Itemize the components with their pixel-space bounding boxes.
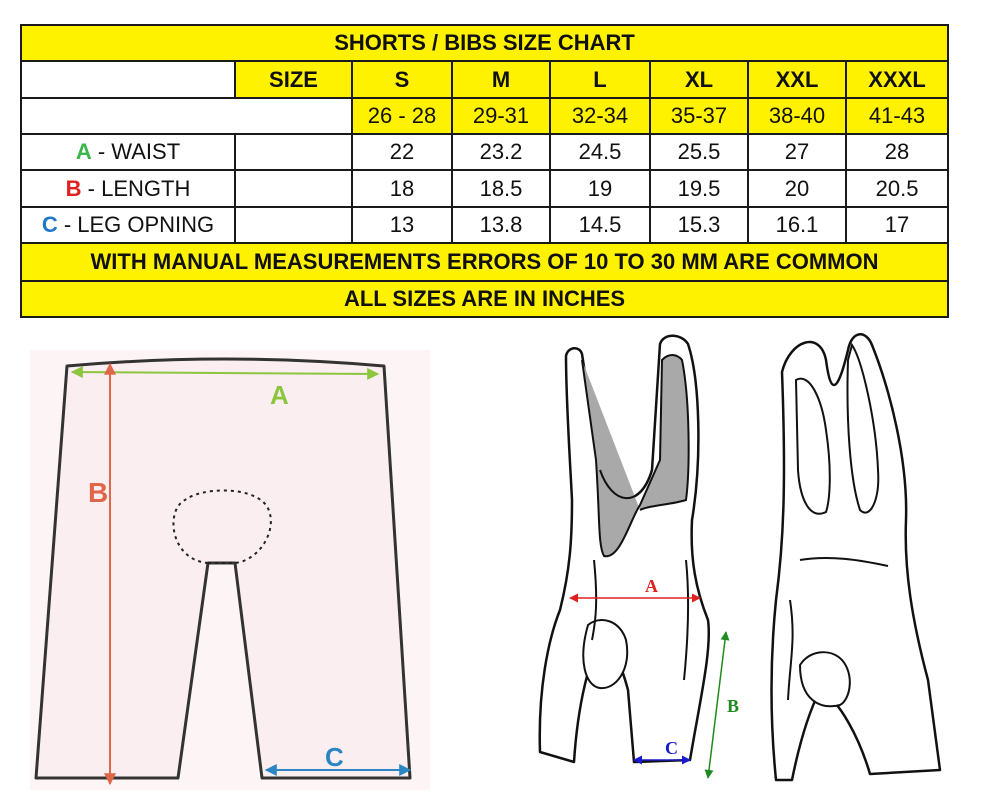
value-cell: 20 [748, 170, 846, 206]
size-label: XXL [748, 61, 846, 97]
waist-range: 38-40 [748, 98, 846, 134]
value-cell: 18 [352, 170, 452, 206]
bib-label-a: A [645, 576, 658, 596]
waist-range: 41-43 [846, 98, 948, 134]
value-cell: 20.5 [846, 170, 948, 206]
row-label-text: - LENGTH [81, 175, 191, 201]
error-note: WITH MANUAL MEASUREMENTS ERRORS OF 10 TO 30 MM ARE COMMON [21, 243, 948, 280]
shorts-label-c: C [325, 742, 344, 772]
size-label: M [452, 61, 550, 97]
value-cell: 28 [846, 134, 948, 170]
value-cell: 27 [748, 134, 846, 170]
letter-c: C [41, 211, 58, 237]
size-label: L [550, 61, 650, 97]
value-cell: 19 [550, 170, 650, 206]
value-cell: 18.5 [452, 170, 550, 206]
letter-b: B [65, 175, 82, 201]
letter-a: A [75, 139, 92, 165]
row-label-text: - LEG OPNING [57, 211, 215, 237]
waist-range: 26 - 28 [352, 98, 452, 134]
value-cell: 25.5 [650, 134, 748, 170]
units-note: ALL SIZES ARE IN INCHES [21, 281, 948, 317]
size-label: S [352, 61, 452, 97]
value-cell: 22 [352, 134, 452, 170]
size-label: XXXL [846, 61, 948, 97]
waist-range: 32-34 [550, 98, 650, 134]
value-cell: 19.5 [650, 170, 748, 206]
waist-range: 35-37 [650, 98, 748, 134]
value-cell: 17 [846, 207, 948, 243]
size-label: XL [650, 61, 748, 97]
chart-title: SHORTS / BIBS SIZE CHART [21, 25, 948, 61]
bib-label-b: B [727, 696, 740, 716]
shorts-label-a: A [270, 380, 289, 410]
value-cell: 13.8 [452, 207, 550, 243]
bib-label-c: C [665, 738, 678, 758]
value-cell: 14.5 [550, 207, 650, 243]
value-cell: 15.3 [650, 207, 748, 243]
size-header: SIZE [235, 61, 352, 97]
shorts-label-b: B [88, 477, 109, 508]
waist-range: 29-31 [452, 98, 550, 134]
value-cell: 23.2 [452, 134, 550, 170]
value-cell: 13 [352, 207, 452, 243]
value-cell: 16.1 [748, 207, 846, 243]
row-label-text: - WAIST [91, 139, 181, 165]
value-cell: 24.5 [550, 134, 650, 170]
